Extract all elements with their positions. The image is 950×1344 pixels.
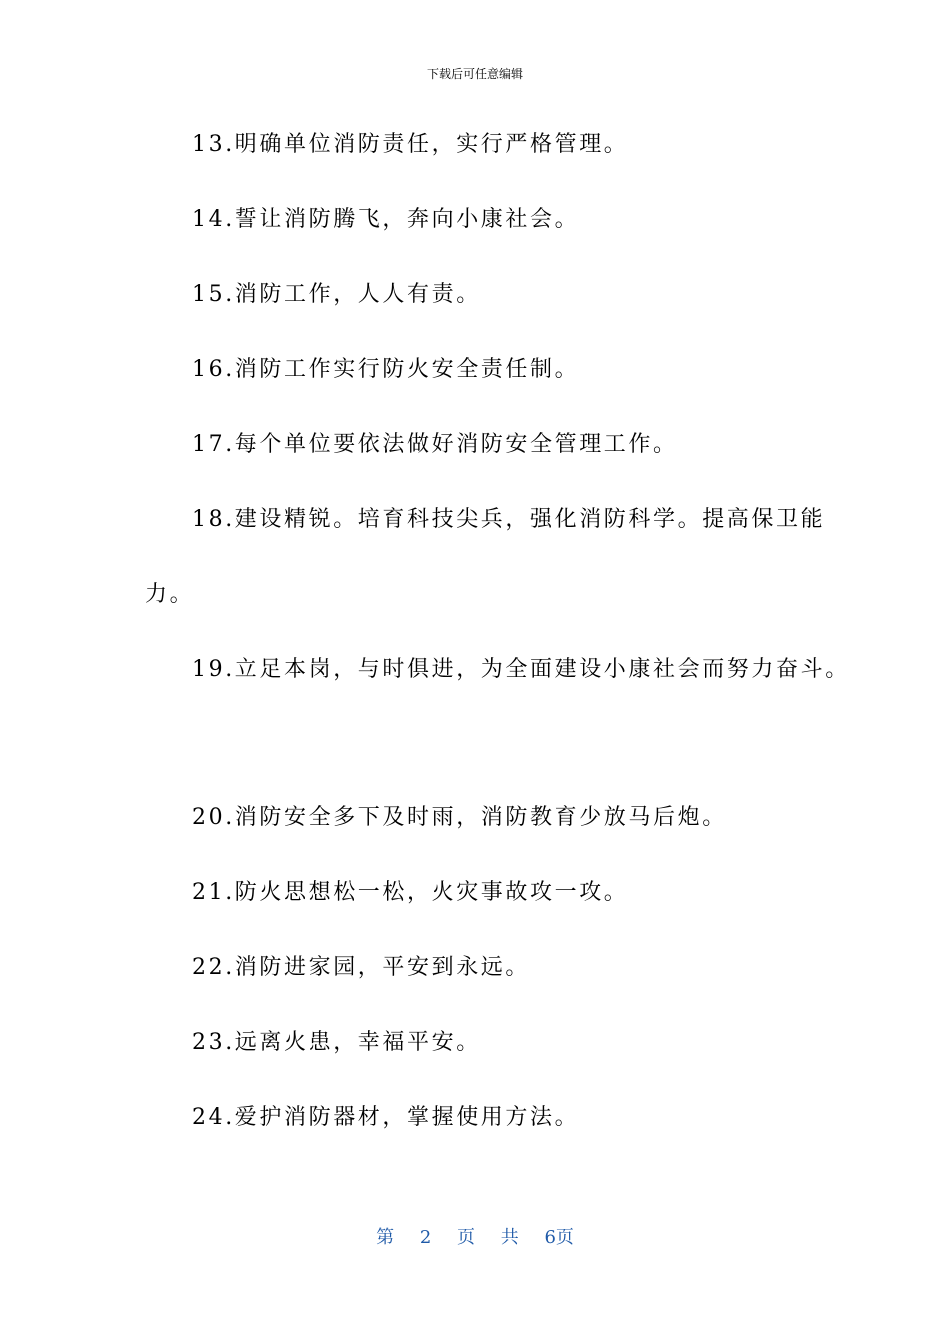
footer-total-prefix: 共 bbox=[500, 1227, 519, 1248]
footer-total-pages: 6页 bbox=[544, 1227, 574, 1248]
footer-page-number: 2 bbox=[419, 1227, 432, 1248]
slogan-line-22: 22.消防进家园，平安到永远。 bbox=[192, 955, 530, 980]
slogan-line-16: 16.消防工作实行防火安全责任制。 bbox=[192, 357, 580, 382]
slogan-line-18-continued: 力。 bbox=[145, 582, 195, 607]
footer-page-prefix: 第 bbox=[376, 1227, 395, 1248]
page-footer bbox=[0, 1226, 950, 1250]
slogan-line-18: 18.建设精锐。培育科技尖兵，强化消防科学。提高保卫能 bbox=[192, 507, 826, 532]
slogan-line-23: 23.远离火患，幸福平安。 bbox=[192, 1030, 481, 1055]
slogan-line-13: 13.明确单位消防责任，实行严格管理。 bbox=[192, 132, 629, 157]
slogan-line-17: 17.每个单位要依法做好消防安全管理工作。 bbox=[192, 432, 678, 457]
footer-page-unit: 页 bbox=[457, 1227, 475, 1248]
slogan-line-19: 19.立足本岗，与时俱进，为全面建设小康社会而努力奋斗。 bbox=[192, 657, 850, 682]
slogan-line-14: 14.誓让消防腾飞，奔向小康社会。 bbox=[192, 207, 580, 232]
slogan-line-21: 21.防火思想松一松，火灾事故攻一攻。 bbox=[192, 880, 629, 905]
slogan-line-20: 20.消防安全多下及时雨，消防教育少放马后炮。 bbox=[192, 805, 727, 830]
slogan-line-24: 24.爱护消防器材，掌握使用方法。 bbox=[192, 1105, 580, 1130]
slogan-line-15: 15.消防工作，人人有责。 bbox=[192, 282, 481, 307]
page-header: 下载后可任意编辑 bbox=[426, 67, 523, 81]
